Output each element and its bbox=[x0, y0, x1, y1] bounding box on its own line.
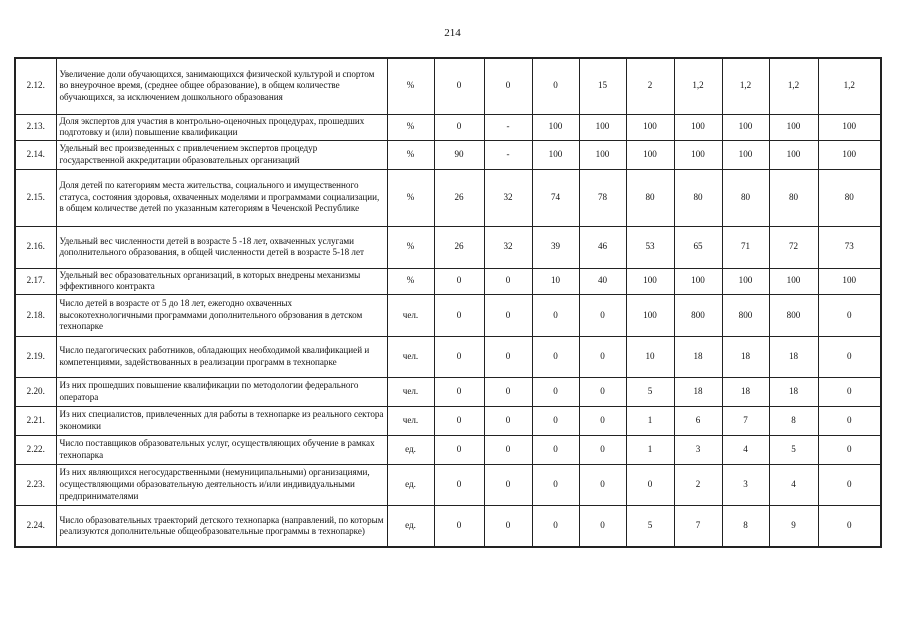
row-value: 40 bbox=[579, 268, 626, 294]
row-number: 2.12. bbox=[15, 58, 56, 114]
row-number: 2.14. bbox=[15, 140, 56, 169]
table-row bbox=[15, 294, 881, 336]
row-value: 8 bbox=[722, 505, 769, 547]
row-value: 100 bbox=[722, 140, 769, 169]
row-value: 53 bbox=[626, 226, 674, 268]
row-value: 0 bbox=[484, 505, 532, 547]
row-value: 3 bbox=[722, 464, 769, 505]
row-value: 5 bbox=[769, 435, 818, 464]
row-value: 78 bbox=[579, 169, 626, 226]
row-description: Число поставщиков образовательных услуг, осуществляющих обучение в рамках технопарка bbox=[56, 435, 387, 464]
row-number: 2.21. bbox=[15, 406, 56, 435]
row-value: 100 bbox=[626, 140, 674, 169]
row-value: 26 bbox=[434, 226, 484, 268]
row-value: 0 bbox=[484, 377, 532, 406]
row-value: 0 bbox=[579, 435, 626, 464]
row-value: 0 bbox=[532, 377, 579, 406]
row-unit: % bbox=[387, 58, 434, 114]
row-value: 0 bbox=[484, 435, 532, 464]
row-number: 2.22. bbox=[15, 435, 56, 464]
row-value: 1 bbox=[626, 435, 674, 464]
row-value: 15 bbox=[579, 58, 626, 114]
row-value: 0 bbox=[434, 505, 484, 547]
row-value: 18 bbox=[674, 336, 722, 377]
row-value: 100 bbox=[626, 294, 674, 336]
row-description: Увеличение доли обучающихся, занимающихся физической культурой и спортом во внеурочное время, (среднее общее образование), в общем количестве обучающихся, за исключением дошкольного образования bbox=[56, 58, 387, 114]
page-number: 214 bbox=[444, 27, 461, 39]
row-value: 0 bbox=[434, 464, 484, 505]
row-value: 0 bbox=[434, 114, 484, 140]
row-description: Число педагогических работников, обладающих необходимой квалификацией и компетенциями, задействованных в реализации программ в технопарке bbox=[56, 336, 387, 377]
row-value: 0 bbox=[434, 268, 484, 294]
row-unit: % bbox=[387, 140, 434, 169]
row-unit: % bbox=[387, 268, 434, 294]
row-value: 3 bbox=[674, 435, 722, 464]
row-value: 10 bbox=[626, 336, 674, 377]
row-value: 100 bbox=[674, 268, 722, 294]
row-value: 0 bbox=[818, 464, 881, 505]
row-description: Из них специалистов, привлеченных для работы в технопарке из реального сектора экономики bbox=[56, 406, 387, 435]
row-description: Доля детей по категориям места жительства, социального и имущественного статуса, состояния здоровья, охваченных моделями и программами социализации, в общем количестве детей по указанным категориям в Чеченской Республике bbox=[56, 169, 387, 226]
row-value: 0 bbox=[434, 294, 484, 336]
row-value: 0 bbox=[579, 294, 626, 336]
indicators-table bbox=[14, 57, 882, 548]
row-value: 0 bbox=[579, 377, 626, 406]
row-value: 0 bbox=[818, 377, 881, 406]
row-unit: чел. bbox=[387, 336, 434, 377]
row-unit: чел. bbox=[387, 406, 434, 435]
table-row bbox=[15, 268, 881, 294]
row-value: 0 bbox=[434, 377, 484, 406]
row-value: 1 bbox=[626, 406, 674, 435]
row-value: - bbox=[484, 140, 532, 169]
row-value: 80 bbox=[722, 169, 769, 226]
row-value: - bbox=[484, 114, 532, 140]
row-value: 100 bbox=[579, 114, 626, 140]
row-value: 80 bbox=[674, 169, 722, 226]
row-number: 2.20. bbox=[15, 377, 56, 406]
row-value: 0 bbox=[484, 406, 532, 435]
row-number: 2.15. bbox=[15, 169, 56, 226]
row-value: 0 bbox=[532, 464, 579, 505]
table-row bbox=[15, 58, 881, 114]
row-value: 100 bbox=[626, 268, 674, 294]
row-value: 32 bbox=[484, 226, 532, 268]
row-value: 100 bbox=[532, 114, 579, 140]
row-description: Доля экспертов для участия в контрольно-оценочных процедурах, прошедших подготовку и (или) повышение квалификации bbox=[56, 114, 387, 140]
row-unit: ед. bbox=[387, 505, 434, 547]
row-value: 1,2 bbox=[722, 58, 769, 114]
row-value: 8 bbox=[769, 406, 818, 435]
row-value: 80 bbox=[626, 169, 674, 226]
row-number: 2.16. bbox=[15, 226, 56, 268]
row-value: 90 bbox=[434, 140, 484, 169]
row-value: 80 bbox=[769, 169, 818, 226]
row-value: 2 bbox=[674, 464, 722, 505]
row-unit: ед. bbox=[387, 435, 434, 464]
row-value: 26 bbox=[434, 169, 484, 226]
row-value: 4 bbox=[722, 435, 769, 464]
row-description: Из них являющихся негосударственными (немуниципальными) организациями, осуществляющими образовательную деятельность и/или индивидуальными предпринимателями bbox=[56, 464, 387, 505]
row-value: 0 bbox=[532, 336, 579, 377]
row-value: 800 bbox=[769, 294, 818, 336]
row-unit: чел. bbox=[387, 377, 434, 406]
row-value: 0 bbox=[532, 505, 579, 547]
table-row bbox=[15, 336, 881, 377]
row-value: 18 bbox=[769, 336, 818, 377]
row-value: 100 bbox=[818, 140, 881, 169]
row-value: 100 bbox=[818, 268, 881, 294]
row-value: 0 bbox=[434, 58, 484, 114]
row-value: 0 bbox=[579, 464, 626, 505]
row-value: 18 bbox=[722, 336, 769, 377]
row-value: 800 bbox=[722, 294, 769, 336]
row-value: 0 bbox=[532, 294, 579, 336]
table-body bbox=[15, 58, 881, 547]
row-value: 0 bbox=[532, 435, 579, 464]
row-value: 1,2 bbox=[818, 58, 881, 114]
row-number: 2.13. bbox=[15, 114, 56, 140]
row-unit: % bbox=[387, 114, 434, 140]
row-description: Удельный вес произведенных с привлечением экспертов процедур государственной аккредитации образовательных организаций bbox=[56, 140, 387, 169]
row-value: 18 bbox=[769, 377, 818, 406]
row-value: 5 bbox=[626, 505, 674, 547]
row-value: 39 bbox=[532, 226, 579, 268]
row-value: 0 bbox=[532, 58, 579, 114]
row-value: 10 bbox=[532, 268, 579, 294]
row-value: 100 bbox=[532, 140, 579, 169]
row-value: 9 bbox=[769, 505, 818, 547]
row-value: 73 bbox=[818, 226, 881, 268]
row-value: 0 bbox=[818, 406, 881, 435]
row-value: 46 bbox=[579, 226, 626, 268]
row-value: 800 bbox=[674, 294, 722, 336]
table-row bbox=[15, 377, 881, 406]
row-value: 0 bbox=[818, 336, 881, 377]
row-value: 0 bbox=[818, 505, 881, 547]
row-value: 100 bbox=[722, 114, 769, 140]
row-value: 0 bbox=[818, 294, 881, 336]
row-value: 1,2 bbox=[769, 58, 818, 114]
row-value: 74 bbox=[532, 169, 579, 226]
row-value: 0 bbox=[434, 406, 484, 435]
table-row bbox=[15, 505, 881, 547]
row-value: 7 bbox=[674, 505, 722, 547]
row-value: 0 bbox=[484, 268, 532, 294]
row-description: Удельный вес численности детей в возрасте 5 -18 лет, охваченных услугами дополнительного образования, в общей численности детей в возрасте 5-18 лет bbox=[56, 226, 387, 268]
row-value: 2 bbox=[626, 58, 674, 114]
row-value: 1,2 bbox=[674, 58, 722, 114]
row-value: 71 bbox=[722, 226, 769, 268]
row-value: 100 bbox=[674, 140, 722, 169]
row-value: 100 bbox=[579, 140, 626, 169]
row-value: 0 bbox=[484, 464, 532, 505]
row-value: 0 bbox=[434, 336, 484, 377]
row-value: 0 bbox=[818, 435, 881, 464]
table-row bbox=[15, 435, 881, 464]
row-value: 72 bbox=[769, 226, 818, 268]
table-row bbox=[15, 140, 881, 169]
row-value: 4 bbox=[769, 464, 818, 505]
row-value: 18 bbox=[722, 377, 769, 406]
row-number: 2.24. bbox=[15, 505, 56, 547]
row-unit: ед. bbox=[387, 464, 434, 505]
row-number: 2.23. bbox=[15, 464, 56, 505]
row-value: 0 bbox=[579, 336, 626, 377]
table-row bbox=[15, 464, 881, 505]
row-value: 100 bbox=[769, 114, 818, 140]
row-value: 0 bbox=[626, 464, 674, 505]
row-value: 100 bbox=[769, 140, 818, 169]
row-value: 32 bbox=[484, 169, 532, 226]
row-number: 2.18. bbox=[15, 294, 56, 336]
row-value: 100 bbox=[626, 114, 674, 140]
row-value: 6 bbox=[674, 406, 722, 435]
row-description: Число детей в возрасте от 5 до 18 лет, ежегодно охваченных высокотехнологичными программами дополнительного обрзования в детском технопарке bbox=[56, 294, 387, 336]
table-row bbox=[15, 226, 881, 268]
table-row bbox=[15, 114, 881, 140]
row-value: 0 bbox=[579, 406, 626, 435]
row-unit: % bbox=[387, 169, 434, 226]
row-value: 100 bbox=[818, 114, 881, 140]
row-value: 0 bbox=[484, 336, 532, 377]
row-value: 18 bbox=[674, 377, 722, 406]
row-number: 2.19. bbox=[15, 336, 56, 377]
row-value: 100 bbox=[674, 114, 722, 140]
row-description: Из них прошедших повышение квалификации по методологии федерального оператора bbox=[56, 377, 387, 406]
row-unit: чел. bbox=[387, 294, 434, 336]
row-number: 2.17. bbox=[15, 268, 56, 294]
row-value: 100 bbox=[769, 268, 818, 294]
row-value: 0 bbox=[434, 435, 484, 464]
row-value: 5 bbox=[626, 377, 674, 406]
row-value: 0 bbox=[484, 58, 532, 114]
row-description: Удельный вес образовательных организаций, в которых внедрены механизмы эффективного контракта bbox=[56, 268, 387, 294]
row-value: 0 bbox=[484, 294, 532, 336]
row-value: 7 bbox=[722, 406, 769, 435]
row-value: 80 bbox=[818, 169, 881, 226]
row-value: 0 bbox=[579, 505, 626, 547]
table-row bbox=[15, 406, 881, 435]
row-value: 65 bbox=[674, 226, 722, 268]
table-row bbox=[15, 169, 881, 226]
row-value: 0 bbox=[532, 406, 579, 435]
row-value: 100 bbox=[722, 268, 769, 294]
row-description: Число образовательных траекторий детского технопарка (направлений, по которым реализуются дополнительные общеобразовательные программы в технопарке) bbox=[56, 505, 387, 547]
row-unit: % bbox=[387, 226, 434, 268]
